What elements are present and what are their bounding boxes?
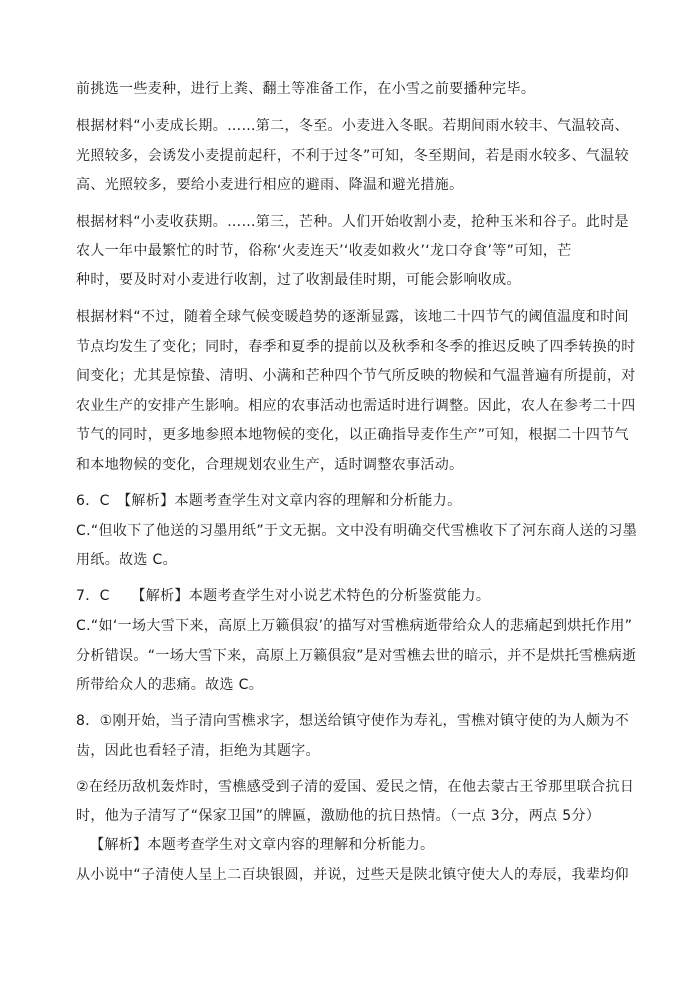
text-line: 前挑选一些麦种，进行上粪、翻土等准备工作，在小雪之前要播种完毕。	[76, 81, 536, 97]
text-line: 高、光照较多，要给小麦进行相应的避雨、降温和避光措施。	[76, 177, 464, 193]
text-line: 农业生产的安排产生影响。相应的农事活动也需适时进行调整。因此，农人在参考二十四	[76, 398, 636, 414]
text-line: 根据材料“不过，随着全球气候变暖趋势的逐渐显露，该地二十四节气的阈值温度和时间	[76, 309, 629, 325]
text-line: 分析错误。“一场大雪下来，高原上万籁俱寂”是对雪樵去世的暗示，并不是烘托雪樵病逝	[76, 648, 637, 664]
text-line: 用纸。故选 C。	[76, 552, 178, 568]
text-line: 6．C 【解析】本题考查学生对文章内容的理解和分析能力。	[76, 493, 462, 509]
text-line: 节点均发生了变化；同时，春季和夏季的提前以及秋季和冬季的推迟反映了四季转换的时	[76, 339, 636, 355]
text-line: C.“但收下了他送的习墨用纸”于文无据。文中没有明确交代雪樵收下了河东商人送的习墨	[76, 523, 638, 539]
text-line: 7．C 【解析】本题考查学生对小说艺术特色的分析鉴赏能力。	[76, 588, 491, 604]
text-line: 种时，要及时对小麦进行收割，过了收割最佳时期，可能会影响收成。	[76, 272, 521, 288]
text-line: 和本地物候的变化，合理规划农业生产，适时调整农事活动。	[76, 457, 464, 473]
text-line: 从小说中“子清使人呈上二百块银圆，并说，过些天是陕北镇守使大人的寿辰，我辈均仰	[76, 867, 629, 883]
text-line: 8．①刚开始，当子清向雪樵求字，想送给镇守使作为寿礼，雪樵对镇守使的为人颇为不	[76, 713, 630, 729]
text-line: 齿，因此也看轻子清，拒绝为其题字。	[76, 743, 320, 759]
text-line: 间变化；尤其是惊蛰、清明、小满和芒种四个节气所反映的物候和气温普遍有所提前，对	[76, 368, 636, 384]
text-line: 根据材料“小麦成长期。……第二，冬至。小麦进入冬眠。若期间雨水较丰、气温较高、	[76, 118, 629, 134]
text-line: 【解析】本题考查学生对文章内容的理解和分析能力。	[90, 837, 435, 853]
text-line: ②在经历敌机轰炸时，雪樵感受到子清的爱国、爱民之情，在他去蒙古王爷那里联合抗日	[76, 779, 635, 795]
text-line: 根据材料“小麦收获期。……第三，芒种。人们开始收割小麦，抢种玉米和谷子。此时是	[76, 214, 629, 230]
text-line: 光照较多，会诱发小麦提前起秆，不利于过冬”可知，冬至期间，若是雨水较多、气温较	[76, 148, 629, 164]
text-line: 节气的同时，更多地参照本地物候的变化，以正确指导麦作生产”可知，根据二十四节气	[76, 427, 629, 443]
text-line: 农人一年中最繁忙的时节，俗称‘火麦连天’‘收麦如救火’‘龙口夺食’等”可知，芒	[76, 243, 572, 259]
text-line: C.“如‘一场大雪下来，高原上万籁俱寂’的描写对雪樵病逝带给众人的悲痛起到烘托作用”	[76, 618, 633, 634]
text-line: 所带给众人的悲痛。故选 C。	[76, 677, 264, 693]
text-line: 时，他为子清写了“保家卫国”的牌匾，激励他的抗日热情。（一点 3分，两点 5分）	[76, 808, 601, 824]
